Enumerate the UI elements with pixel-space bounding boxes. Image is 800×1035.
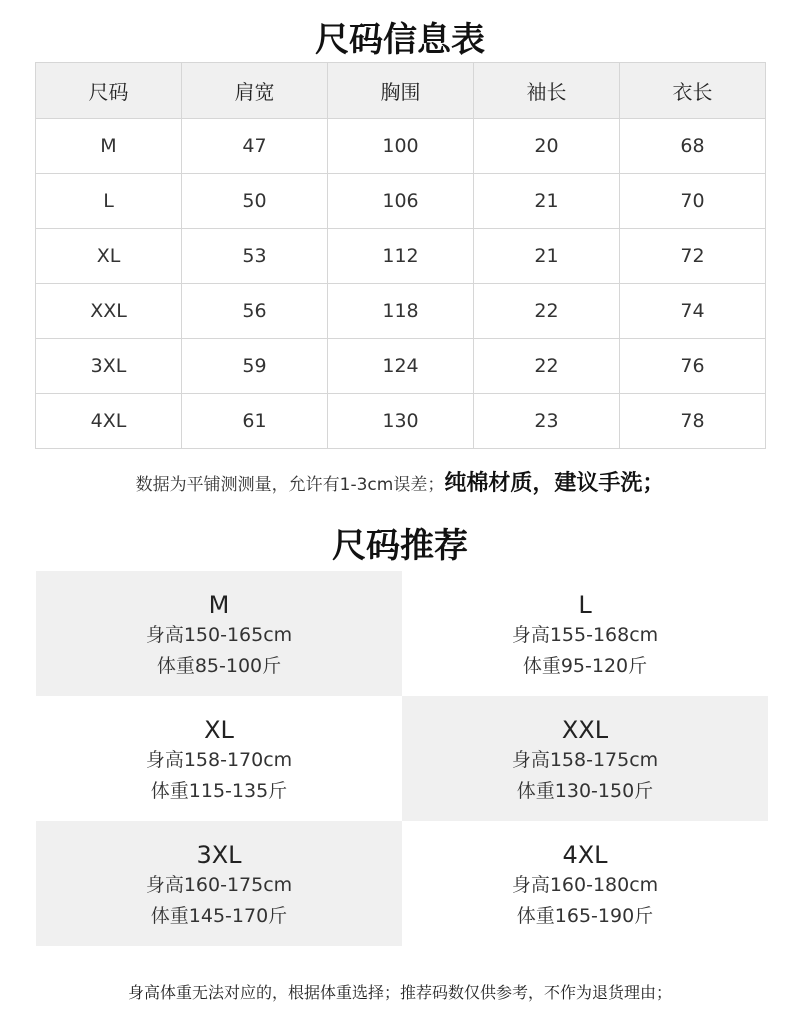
recommendation-card-l (402, 571, 768, 696)
table-cell: 112 (328, 229, 474, 284)
table-cell: 4XL (36, 394, 182, 449)
table-row (36, 119, 766, 174)
table-cell: 23 (474, 394, 620, 449)
recommendation-card-4xl (402, 821, 768, 946)
table-cell: 68 (620, 119, 766, 174)
recommendation-weight: 体重85-100斤 (156, 655, 282, 677)
recommendation-height: 身高158-170cm (145, 749, 293, 771)
recommendation-size: L (578, 591, 592, 619)
recommendation-note: 身高体重无法对应的，根据体重选择；推荐码数仅供参考，不作为退货理由； (127, 983, 672, 1002)
recommendation-size: M (208, 591, 230, 619)
table-cell: 3XL (36, 339, 182, 394)
header-size: 尺码 (36, 63, 182, 119)
table-cell: 106 (328, 174, 474, 229)
header-chest: 胸围 (328, 63, 474, 119)
table-cell: L (36, 174, 182, 229)
recommendation-card-xxl (402, 696, 768, 821)
measurement-note-text: 数据为平铺测测量，允许有1-3cm误差； (135, 475, 445, 495)
table-row (36, 174, 766, 229)
header-length: 衣长 (620, 63, 766, 119)
recommendation-weight: 体重130-150斤 (516, 780, 654, 802)
size-table-title: 尺码信息表 (315, 20, 485, 60)
table-cell: 20 (474, 119, 620, 174)
table-cell: XL (36, 229, 182, 284)
table-cell: 100 (328, 119, 474, 174)
table-cell: 22 (474, 339, 620, 394)
recommendation-height: 身高160-175cm (145, 874, 293, 896)
table-cell: M (36, 119, 182, 174)
table-cell: 50 (182, 174, 328, 229)
recommendation-grid (36, 571, 768, 946)
table-cell: 53 (182, 229, 328, 284)
recommendation-height: 身高150-165cm (145, 624, 293, 646)
recommendation-title: 尺码推荐 (332, 526, 468, 566)
measurement-note (0, 466, 800, 497)
table-cell: 72 (620, 229, 766, 284)
table-cell: 70 (620, 174, 766, 229)
table-cell: 124 (328, 339, 474, 394)
recommendation-weight: 体重95-120斤 (522, 655, 648, 677)
table-row (36, 394, 766, 449)
header-sleeve: 袖长 (474, 63, 620, 119)
table-cell: 21 (474, 174, 620, 229)
header-shoulder: 肩宽 (182, 63, 328, 119)
table-cell: XXL (36, 284, 182, 339)
recommendation-size: 4XL (562, 841, 608, 869)
table-cell: 130 (328, 394, 474, 449)
table-cell: 56 (182, 284, 328, 339)
table-row (36, 284, 766, 339)
recommendation-card-xl (36, 696, 402, 821)
recommendation-card-m (36, 571, 402, 696)
recommendation-height: 身高158-175cm (511, 749, 659, 771)
recommendation-size: 3XL (196, 841, 242, 869)
recommendation-size: XL (204, 716, 234, 744)
recommendation-weight: 体重115-135斤 (150, 780, 288, 802)
table-cell: 22 (474, 284, 620, 339)
table-row (36, 229, 766, 284)
care-note-text: 纯棉材质，建议手洗； (444, 471, 665, 496)
recommendation-weight: 体重165-190斤 (516, 905, 654, 927)
recommendation-weight: 体重145-170斤 (150, 905, 288, 927)
table-row (36, 339, 766, 394)
recommendation-height: 身高160-180cm (511, 874, 659, 896)
table-cell: 61 (182, 394, 328, 449)
table-cell: 118 (328, 284, 474, 339)
table-cell: 76 (620, 339, 766, 394)
recommendation-size: XXL (561, 716, 609, 744)
table-header-row (36, 63, 766, 119)
table-cell: 21 (474, 229, 620, 284)
size-table (35, 62, 766, 449)
table-cell: 47 (182, 119, 328, 174)
recommendation-height: 身高155-168cm (511, 624, 659, 646)
table-cell: 74 (620, 284, 766, 339)
table-cell: 59 (182, 339, 328, 394)
recommendation-card-3xl (36, 821, 402, 946)
table-cell: 78 (620, 394, 766, 449)
